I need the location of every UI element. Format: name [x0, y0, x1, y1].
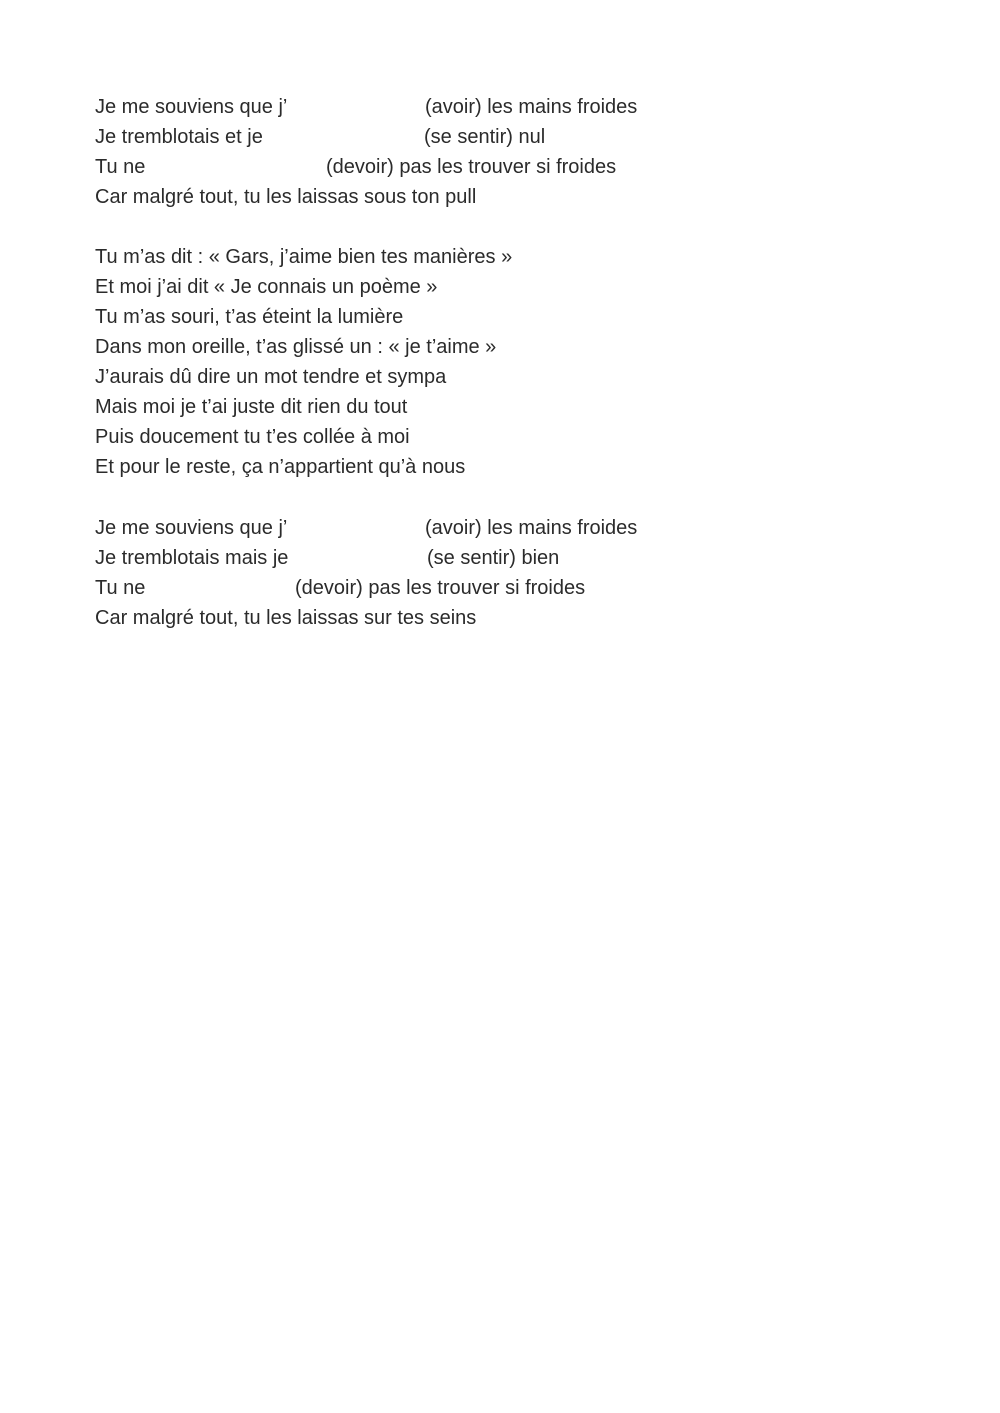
stanza3-line4: Car malgré tout, tu les laissas sur tes seins — [95, 607, 477, 629]
line-text-before-blank: Je tremblotais mais je — [95, 547, 289, 569]
verb-hint: (devoir) pas les trouver si froides — [326, 156, 617, 178]
verb-hint: (avoir) les mains froides — [425, 517, 638, 539]
verb-hint: (se sentir) bien — [427, 547, 560, 569]
line-text-before-blank: Tu ne — [95, 577, 146, 599]
fill-in-blank[interactable] — [310, 94, 420, 120]
line-text-before-blank: Tu ne — [95, 156, 146, 178]
stanza2-line1: Tu m’as dit : « Gars, j’aime bien tes manières » — [95, 246, 513, 268]
fill-in-blank[interactable] — [285, 124, 420, 150]
verb-hint: (avoir) les mains froides — [425, 96, 638, 118]
fill-in-blank[interactable] — [155, 154, 320, 180]
line-text-before-blank: Je me souviens que j’ — [95, 517, 288, 539]
line-text-before-blank: Je tremblotais et je — [95, 126, 263, 148]
verb-hint: (devoir) pas les trouver si froides — [295, 577, 586, 599]
stanza2-line7: Puis doucement tu t’es collée à moi — [95, 426, 410, 448]
fill-in-blank[interactable] — [313, 545, 423, 571]
stanza2-line6: Mais moi je t’ai juste dit rien du tout — [95, 396, 408, 418]
verb-hint: (se sentir) nul — [424, 126, 546, 148]
line-text-before-blank: Je me souviens que j’ — [95, 96, 288, 118]
stanza2-line3: Tu m’as souri, t’as éteint la lumière — [95, 306, 404, 328]
fill-in-blank[interactable] — [155, 575, 290, 601]
stanza2-line8: Et pour le reste, ça n’appartient qu’à nous — [95, 456, 466, 478]
stanza2-line5: J’aurais dû dire un mot tendre et sympa — [95, 366, 447, 388]
stanza2-line2: Et moi j’ai dit « Je connais un poème » — [95, 276, 438, 298]
stanza2-line4: Dans mon oreille, t’as glissé un : « je t’aime » — [95, 336, 497, 358]
stanza1-line4: Car malgré tout, tu les laissas sous ton pull — [95, 186, 477, 208]
fill-in-blank[interactable] — [310, 515, 420, 541]
